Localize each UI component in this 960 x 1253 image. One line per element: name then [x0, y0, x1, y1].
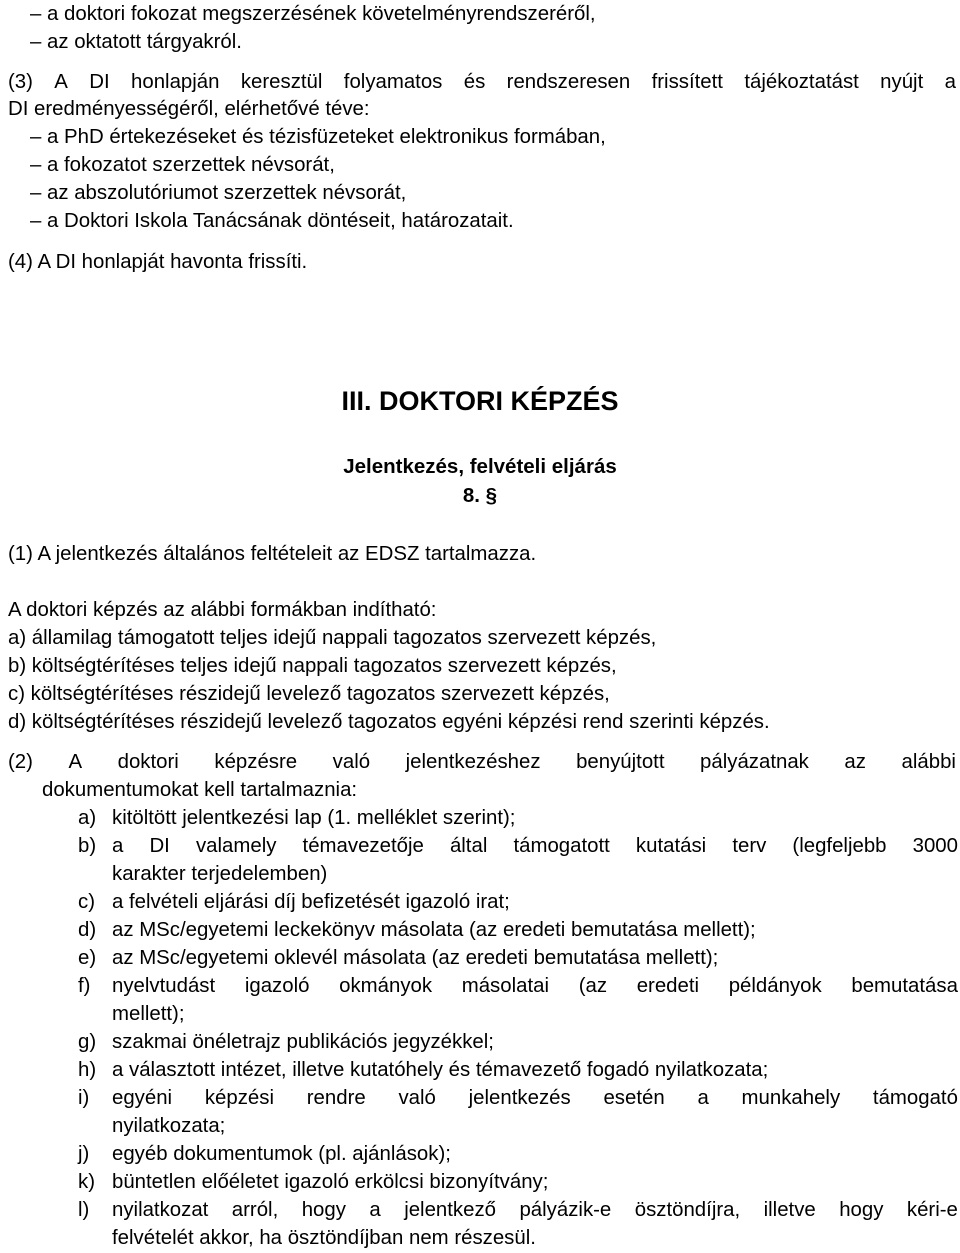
para3-second-line: DI eredményességéről, elérhetővé téve: [8, 98, 370, 120]
word: 3000 [912, 835, 958, 857]
word: doktori [117, 751, 179, 773]
list-label: l) [78, 1199, 90, 1221]
word: munkahely [741, 1087, 841, 1109]
list-item-continuation: karakter terjedelemben) [112, 863, 328, 885]
word: a [112, 835, 124, 857]
word: támogatott [513, 835, 610, 857]
word: az [844, 751, 866, 773]
word: DI [89, 71, 110, 93]
list-item-continuation: nyilatkozata; [112, 1115, 226, 1137]
list-item-text: büntetlen előéletet igazoló erkölcsi bizonyítvány; [112, 1171, 549, 1193]
word: pályázatnak [700, 751, 809, 773]
word: kéri-e [906, 1199, 958, 1221]
list-item-text: az MSc/egyetemi oklevél másolata (az eredeti bemutatása mellett); [112, 947, 719, 969]
list-item-text: a felvételi eljárási díj befizetését igazoló irat; [112, 891, 510, 913]
word: való [332, 751, 371, 773]
word: terv [732, 835, 767, 857]
para3-first-line [8, 70, 956, 94]
list-item-text: egyéb dokumentumok (pl. ajánlások); [112, 1143, 451, 1165]
list-item-text [112, 1086, 958, 1110]
list-label: k) [78, 1171, 95, 1193]
word: a [944, 71, 956, 93]
form-item: b) költségtérítéses teljes idejű nappali tagozatos szervezett képzés, [8, 655, 617, 677]
section-title: III. DOKTORI KÉPZÉS [341, 386, 619, 416]
s8-para2-second-line: dokumentumokat kell tartalmaznia: [42, 779, 358, 801]
form-item: d) költségtérítéses részidejű levelező tagozatos egyéni képzési rend szerinti képzés. [8, 711, 770, 733]
form-item: a) államilag támogatott teljes idejű nappali tagozatos szervezett képzés, [8, 627, 657, 649]
list-item-text [112, 1198, 958, 1222]
word: frissített [651, 71, 723, 93]
word: bemutatása [851, 975, 958, 997]
word: jelentkezés [468, 1087, 571, 1109]
word: igazoló [244, 975, 310, 997]
word: a [697, 1087, 709, 1109]
word: illetve [763, 1199, 816, 1221]
bullet-line: – az abszolutóriumot szerzettek névsorát, [30, 182, 407, 204]
word: alábbi [901, 751, 956, 773]
word: (3) [8, 71, 33, 93]
word: pályázik-e [519, 1199, 612, 1221]
forms-intro: A doktori képzés az alábbi formákban indítható: [8, 599, 437, 621]
word: valamely [195, 835, 277, 857]
word: másolatai [461, 975, 550, 997]
form-item: c) költségtérítéses részidejű levelező tagozatos szervezett képzés, [8, 683, 610, 705]
list-label: c) [78, 891, 95, 913]
list-item-text [112, 974, 958, 998]
word: kutatási [635, 835, 707, 857]
word: nyújt [880, 71, 924, 93]
list-label: g) [78, 1031, 97, 1053]
list-label: a) [78, 807, 97, 829]
word: benyújtott [576, 751, 665, 773]
list-label: h) [78, 1059, 97, 1081]
s8-para1: (1) A jelentkezés általános feltételeit az EDSZ tartalmazza. [8, 543, 537, 565]
bullet-line: – a PhD értekezéseket és tézisfüzeteket elektronikus formában, [30, 126, 606, 148]
list-label: j) [78, 1143, 90, 1165]
list-label: d) [78, 919, 97, 941]
word: jelentkezéshez [405, 751, 541, 773]
word: eredeti [636, 975, 700, 997]
word: a [369, 1199, 381, 1221]
list-label: i) [78, 1087, 90, 1109]
list-item-continuation: felvételét akkor, ha ösztöndíjban nem részesül. [112, 1227, 536, 1249]
list-item-text [112, 834, 958, 858]
list-item-continuation: mellett); [112, 1003, 185, 1025]
word: okmányok [339, 975, 433, 997]
word: rendre [306, 1087, 366, 1109]
word: nyelvtudást [112, 975, 216, 997]
section-subtitle: Jelentkezés, felvételi eljárás [343, 455, 617, 478]
word: keresztül [240, 71, 323, 93]
word: hogy [839, 1199, 884, 1221]
word: által [449, 835, 488, 857]
para4: (4) A DI honlapját havonta frissíti. [8, 251, 308, 273]
word: egyéni [112, 1087, 173, 1109]
bullet-line: – a doktori fokozat megszerzésének követelményrendszeréről, [30, 3, 596, 25]
list-item-text: a választott intézet, illetve kutatóhely és témavezető fogadó nyilatkozata; [112, 1059, 769, 1081]
word: képzési [204, 1087, 274, 1109]
word: arról, [231, 1199, 279, 1221]
bullet-line: – a fokozatot szerzettek névsorát, [30, 154, 335, 176]
word: A [54, 71, 68, 93]
word: ösztöndíjra, [634, 1199, 741, 1221]
list-label: e) [78, 947, 97, 969]
word: képzésre [214, 751, 298, 773]
word: nyilatkozat [112, 1199, 209, 1221]
word: témavezetője [302, 835, 424, 857]
word: jelentkező [404, 1199, 497, 1221]
word: rendszeresen [506, 71, 631, 93]
word: (2) [8, 751, 33, 773]
bullet-line: – a Doktori Iskola Tanácsának döntéseit, határozatait. [30, 210, 514, 232]
bullet-line: – az oktatott tárgyakról. [30, 31, 242, 53]
word: és [463, 71, 486, 93]
list-item-text: szakmai önéletrajz publikációs jegyzékkel; [112, 1031, 494, 1053]
word: való [398, 1087, 436, 1109]
word: példányok [728, 975, 822, 997]
list-item-text: az MSc/egyetemi leckekönyv másolata (az eredeti bemutatása mellett); [112, 919, 756, 941]
word: A [68, 751, 83, 773]
word: támogató [872, 1087, 958, 1109]
word: (legfeljebb [792, 835, 887, 857]
list-label: b) [78, 835, 97, 857]
list-label: f) [78, 975, 91, 997]
paragraph-number: 8. § [462, 484, 498, 507]
word: tájékoztatást [744, 71, 859, 93]
word: honlapján [131, 71, 220, 93]
word: DI [149, 835, 170, 857]
word: (az [578, 975, 608, 997]
list-item-text: kitöltött jelentkezési lap (1. melléklet szerint); [112, 807, 516, 829]
word: folyamatos [343, 71, 443, 93]
word: hogy [301, 1199, 346, 1221]
s8-para2-first-line [8, 750, 956, 774]
word: esetén [603, 1087, 665, 1109]
